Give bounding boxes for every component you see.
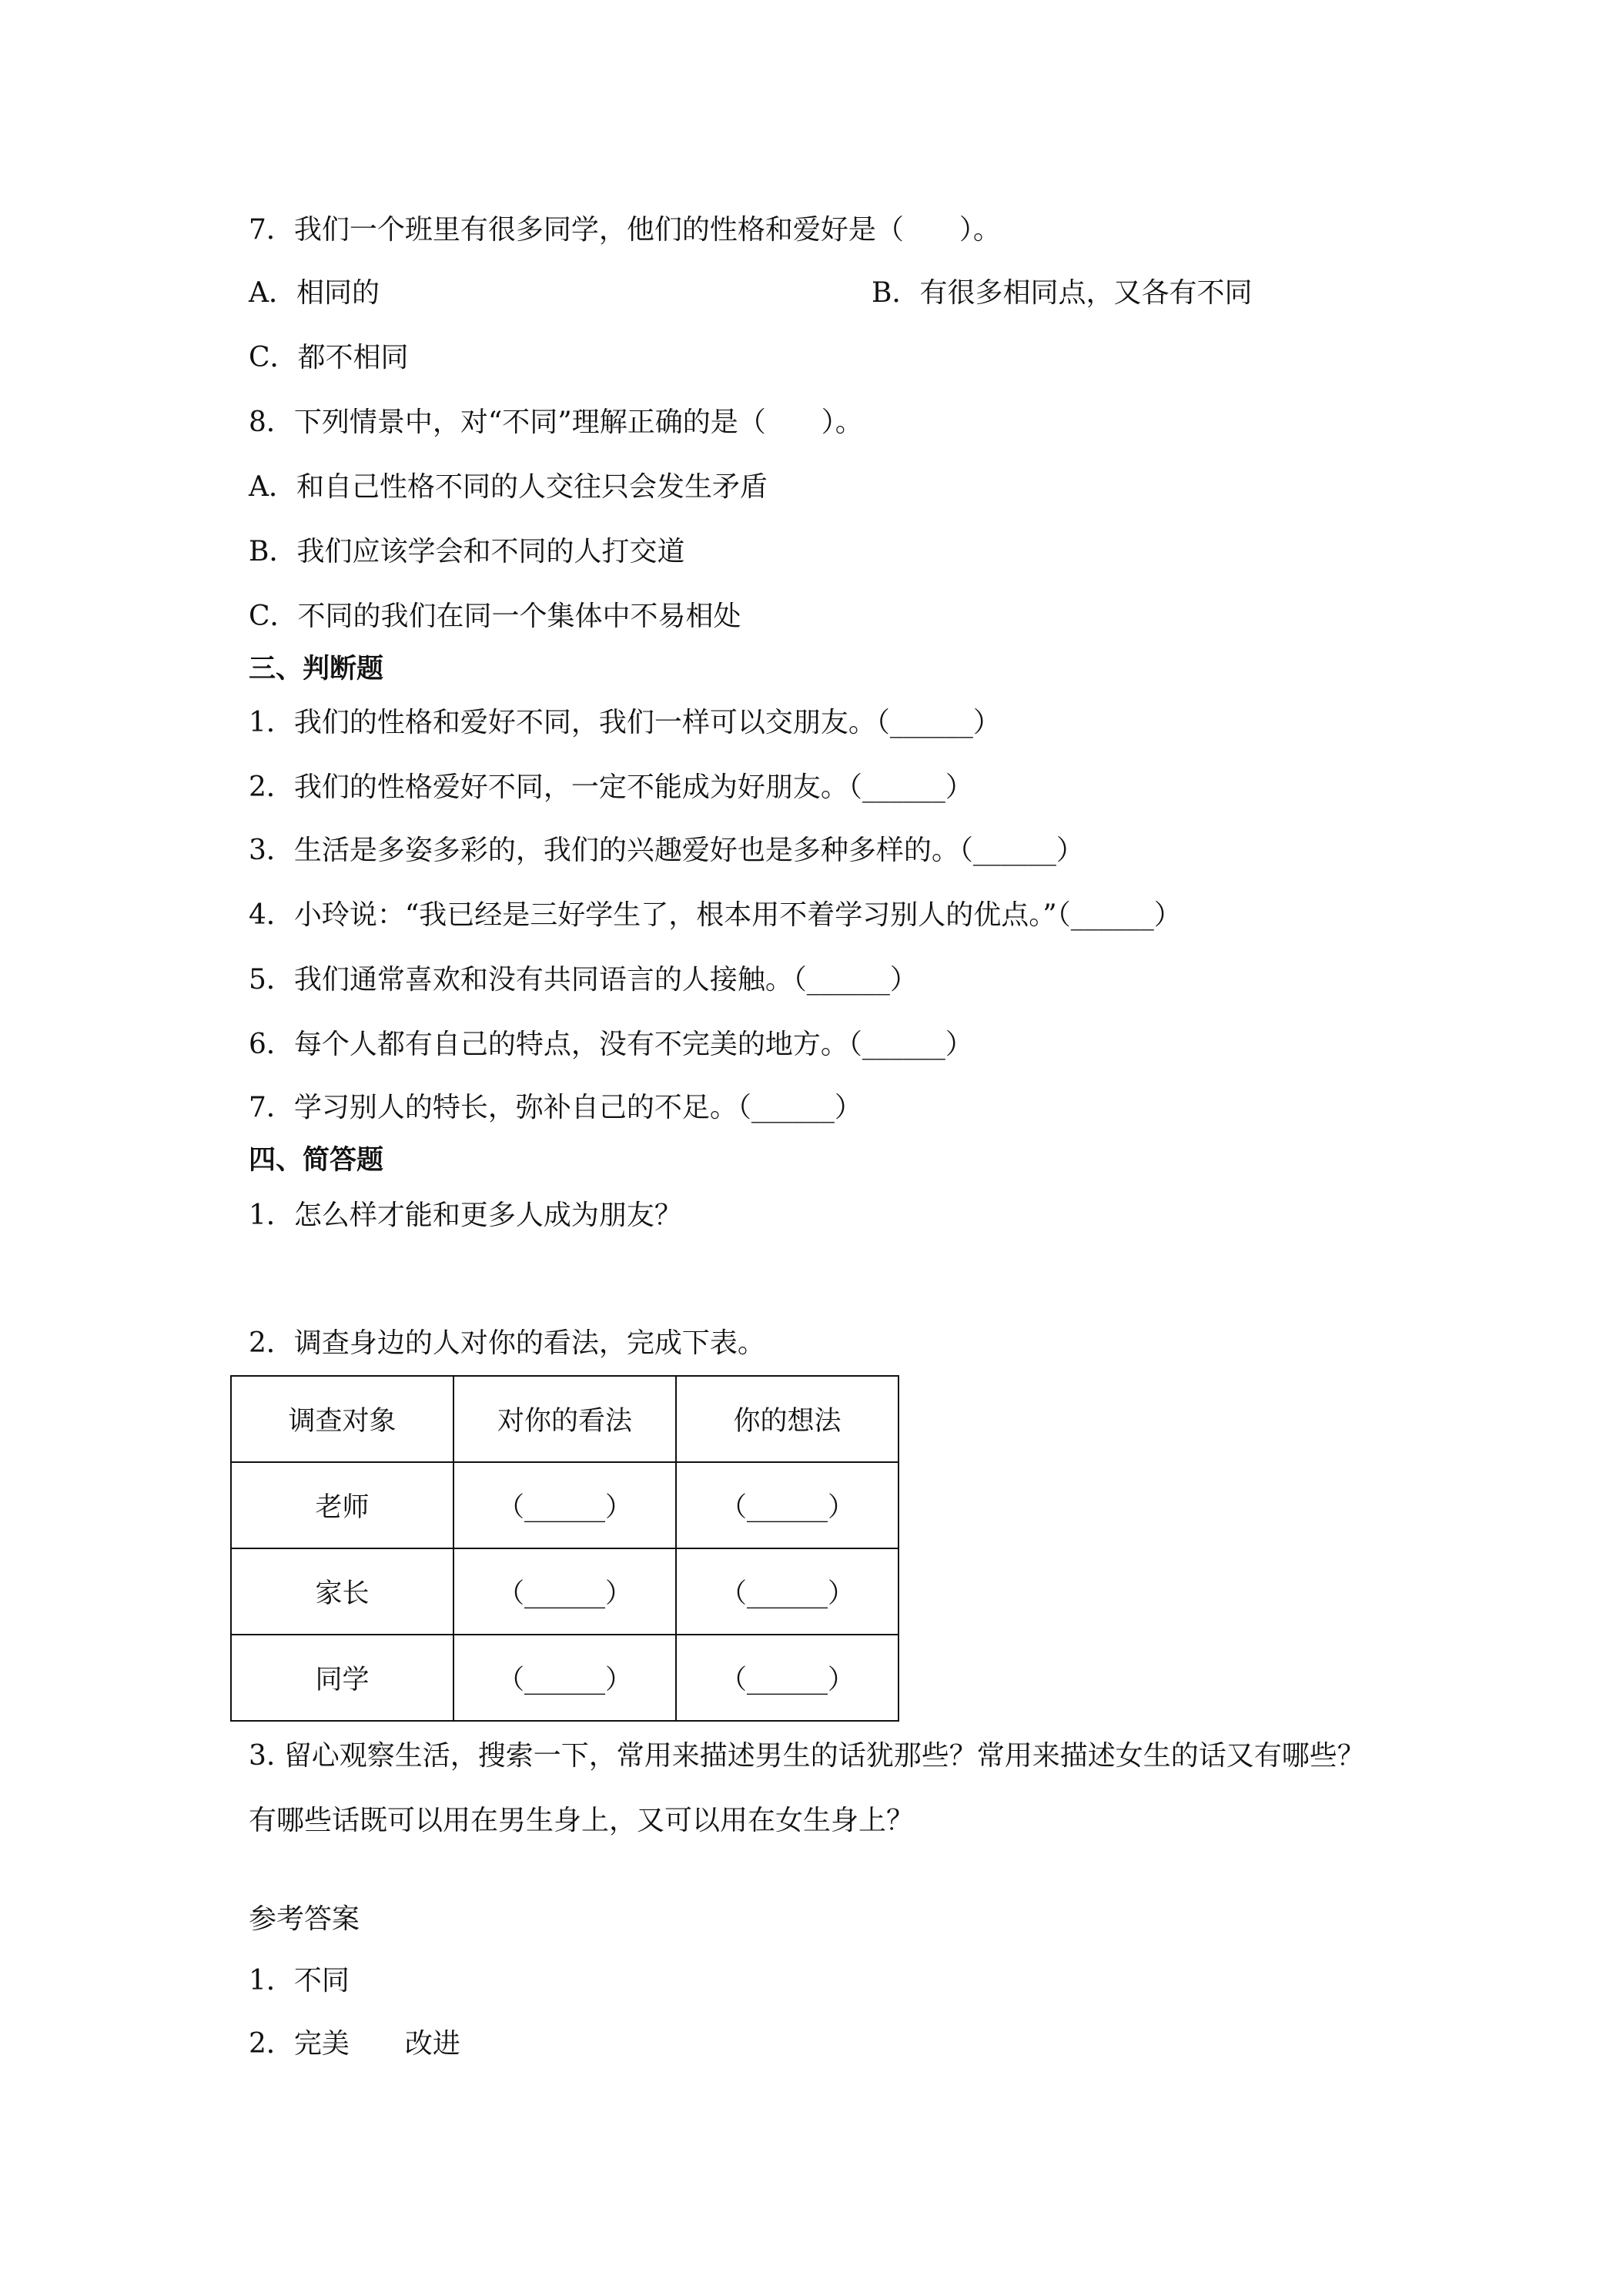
survey-table xyxy=(230,1375,899,1722)
table-header-cell: 对你的看法 xyxy=(453,1376,676,1462)
short-answer-question-3-line-1: 3. 留心观察生活，搜索一下，常用来描述男生的话犹那些？常用来描述女生的话又有哪些？ xyxy=(249,1740,1365,1772)
table-cell: （______） xyxy=(453,1635,676,1721)
table-cell: 老师 xyxy=(231,1462,453,1548)
table-row xyxy=(231,1635,899,1721)
section-heading: 四、简答题 xyxy=(249,1145,384,1176)
answer-item: 2．完美 改进 xyxy=(249,2028,460,2060)
judgement-item: 5．我们通常喜欢和没有共同语言的人接触。（______） xyxy=(249,964,918,996)
table-cell: （______） xyxy=(676,1635,899,1721)
answer-item: 1．不同 xyxy=(249,1965,350,1996)
question-8-option-a: A．和自己性格不同的人交往只会发生矛盾 xyxy=(249,471,768,503)
table-cell: （______） xyxy=(453,1548,676,1635)
judgement-item: 4．小玲说：“我已经是三好学生了，根本用不着学习别人的优点。”（______） xyxy=(249,899,1182,931)
question-8-option-c: C．不同的我们在同一个集体中不易相处 xyxy=(249,601,741,632)
judgement-item: 6．每个人都有自己的特点，没有不完美的地方。（______） xyxy=(249,1029,973,1060)
short-answer-question-1: 1．怎么样才能和更多人成为朋友？ xyxy=(249,1200,682,1231)
question-7-stem: 7．我们一个班里有很多同学，他们的性格和爱好是（ ）。 xyxy=(249,214,1001,246)
question-8-option-b: B．我们应该学会和不同的人打交道 xyxy=(249,536,685,567)
table-header-row xyxy=(231,1376,899,1462)
table-header-cell: 你的想法 xyxy=(676,1376,899,1462)
judgement-item: 7．学习别人的特长，弥补自己的不足。（______） xyxy=(249,1092,862,1123)
judgement-item: 3．生活是多姿多彩的，我们的兴趣爱好也是多种多样的。（______） xyxy=(249,835,1084,866)
table-row xyxy=(231,1462,899,1548)
table-header-cell: 调查对象 xyxy=(231,1376,453,1462)
judgement-item: 2．我们的性格爱好不同，一定不能成为好朋友。（______） xyxy=(249,771,973,803)
table-cell: 同学 xyxy=(231,1635,453,1721)
section-heading: 三、判断题 xyxy=(249,654,384,684)
question-7-option-c: C．都不相同 xyxy=(249,342,409,373)
table-cell: （______） xyxy=(676,1462,899,1548)
short-answer-question-3-line-2: 有哪些话既可以用在男生身上，又可以用在女生身上？ xyxy=(249,1805,915,1836)
table-cell: （______） xyxy=(676,1548,899,1635)
short-answer-question-2: 2．调查身边的人对你的看法，完成下表。 xyxy=(249,1327,765,1359)
table-cell: （______） xyxy=(453,1462,676,1548)
question-7-option-a: A．相同的 xyxy=(249,277,380,309)
judgement-item: 1．我们的性格和爱好不同，我们一样可以交朋友。（______） xyxy=(249,707,1001,738)
table-row xyxy=(231,1548,899,1635)
question-8-stem: 8．下列情景中，对“不同”理解正确的是（ ）。 xyxy=(249,407,863,438)
answer-key-title: 参考答案 xyxy=(249,1903,360,1935)
question-7-option-b: B．有很多相同点，又各有不同 xyxy=(872,277,1253,309)
table-cell: 家长 xyxy=(231,1548,453,1635)
